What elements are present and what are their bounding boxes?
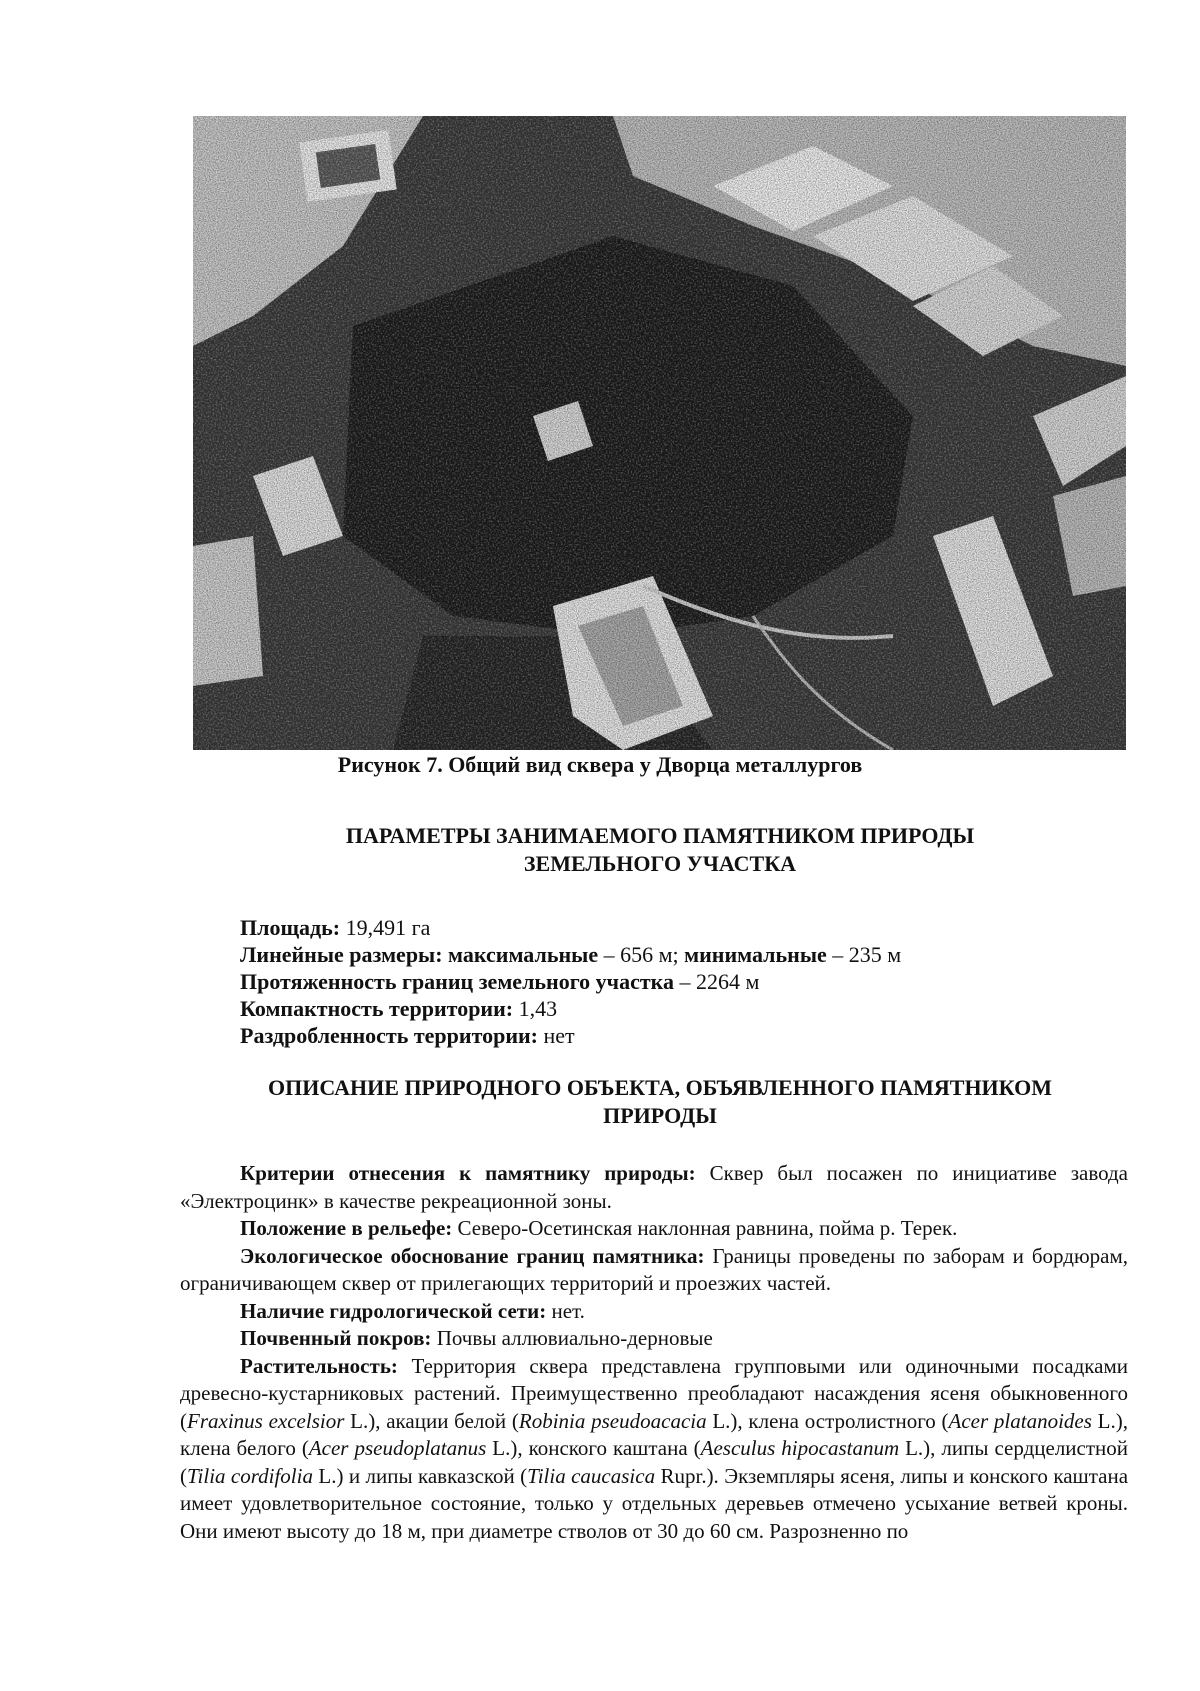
- figure-caption: Рисунок 7. Общий вид сквера у Дворца металлургов: [337, 752, 863, 777]
- section-title-line: ПАРАМЕТРЫ ЗАНИМАЕМОГО ПАМЯТНИКОМ ПРИРОДЫ: [345, 823, 975, 848]
- paragraph-relief: Положение в рельефе: Северо-Осетинская наклонная равнина, пойма р. Терек.: [240, 1216, 958, 1240]
- section-title-line: ПРИРОДЫ: [603, 1103, 717, 1128]
- aerial-photo-image: [193, 116, 1126, 750]
- section-title-description: [180, 1074, 1140, 1130]
- paragraph-criteria: Критерии отнесения к памятнику природы: Сквер был посажен по инициативе завода «Электроцинк» в качестве рекреационной зоны.: [180, 1161, 1129, 1213]
- paragraph-ecology: Экологическое обоснование границ памятника: Границы проведены по заборам и бордюрам, ограничивающем сквер от прилегающих территорий и проезжих частей.: [180, 1243, 1128, 1295]
- paragraph-hydrology: Наличие гидрологической сети: нет.: [240, 1298, 585, 1323]
- param-border-length: Протяженность границ земельного участка – 2264 м: [240, 969, 760, 994]
- paragraph-soil: Почвенный покров: Почвы аллювиально-дерновые: [240, 1326, 713, 1350]
- aerial-photo: [193, 116, 1126, 750]
- parameters-list: [240, 914, 1140, 1049]
- param-linear-size: Линейные размеры: максимальные – 656 м; минимальные – 235 м: [240, 942, 902, 967]
- section-title-parameters: [180, 822, 1140, 878]
- param-area: Площадь: 19,491 га: [240, 915, 431, 940]
- paragraph-vegetation: Растительность: Территория сквера представлена групповыми или одиночными посадками древесно-кустарниковых растений. Преимущественно преобладают насаждения ясеня обыкновенного (Fraxinus excelsior L.), акации белой (Robinia pseudoacacia L.), клена остролистного (Acer platanoides L.), клена белого (Acer pseudoplatanus L.), конского каштана (Aesculus hipocastanum L.), липы сердцелистной (Tilia cordifolia L.) и липы кавказской (Tilia caucasica Rupr.). Экземпляры ясеня, липы и конского каштана имеет удовлетворительное состояние, только у отдельных деревьев отмечено усыхание ветвей кроны. Они имеют высоту до 18 м, при диаметре стволов от 30 до 60 см. Разрозненно по: [180, 1353, 1129, 1543]
- section-title-line: ЗЕМЕЛЬНОГО УЧАСТКА: [523, 851, 797, 876]
- param-fragmentation: Раздробленность территории: нет: [240, 1023, 575, 1048]
- description-body: [180, 1160, 1128, 1545]
- param-compactness: Компактность территории: 1,43: [240, 996, 558, 1021]
- section-title-line: ОПИСАНИЕ ПРИРОДНОГО ОБЪЕКТА, ОБЪЯВЛЕННОГО ПАМЯТНИКОМ: [268, 1075, 1052, 1100]
